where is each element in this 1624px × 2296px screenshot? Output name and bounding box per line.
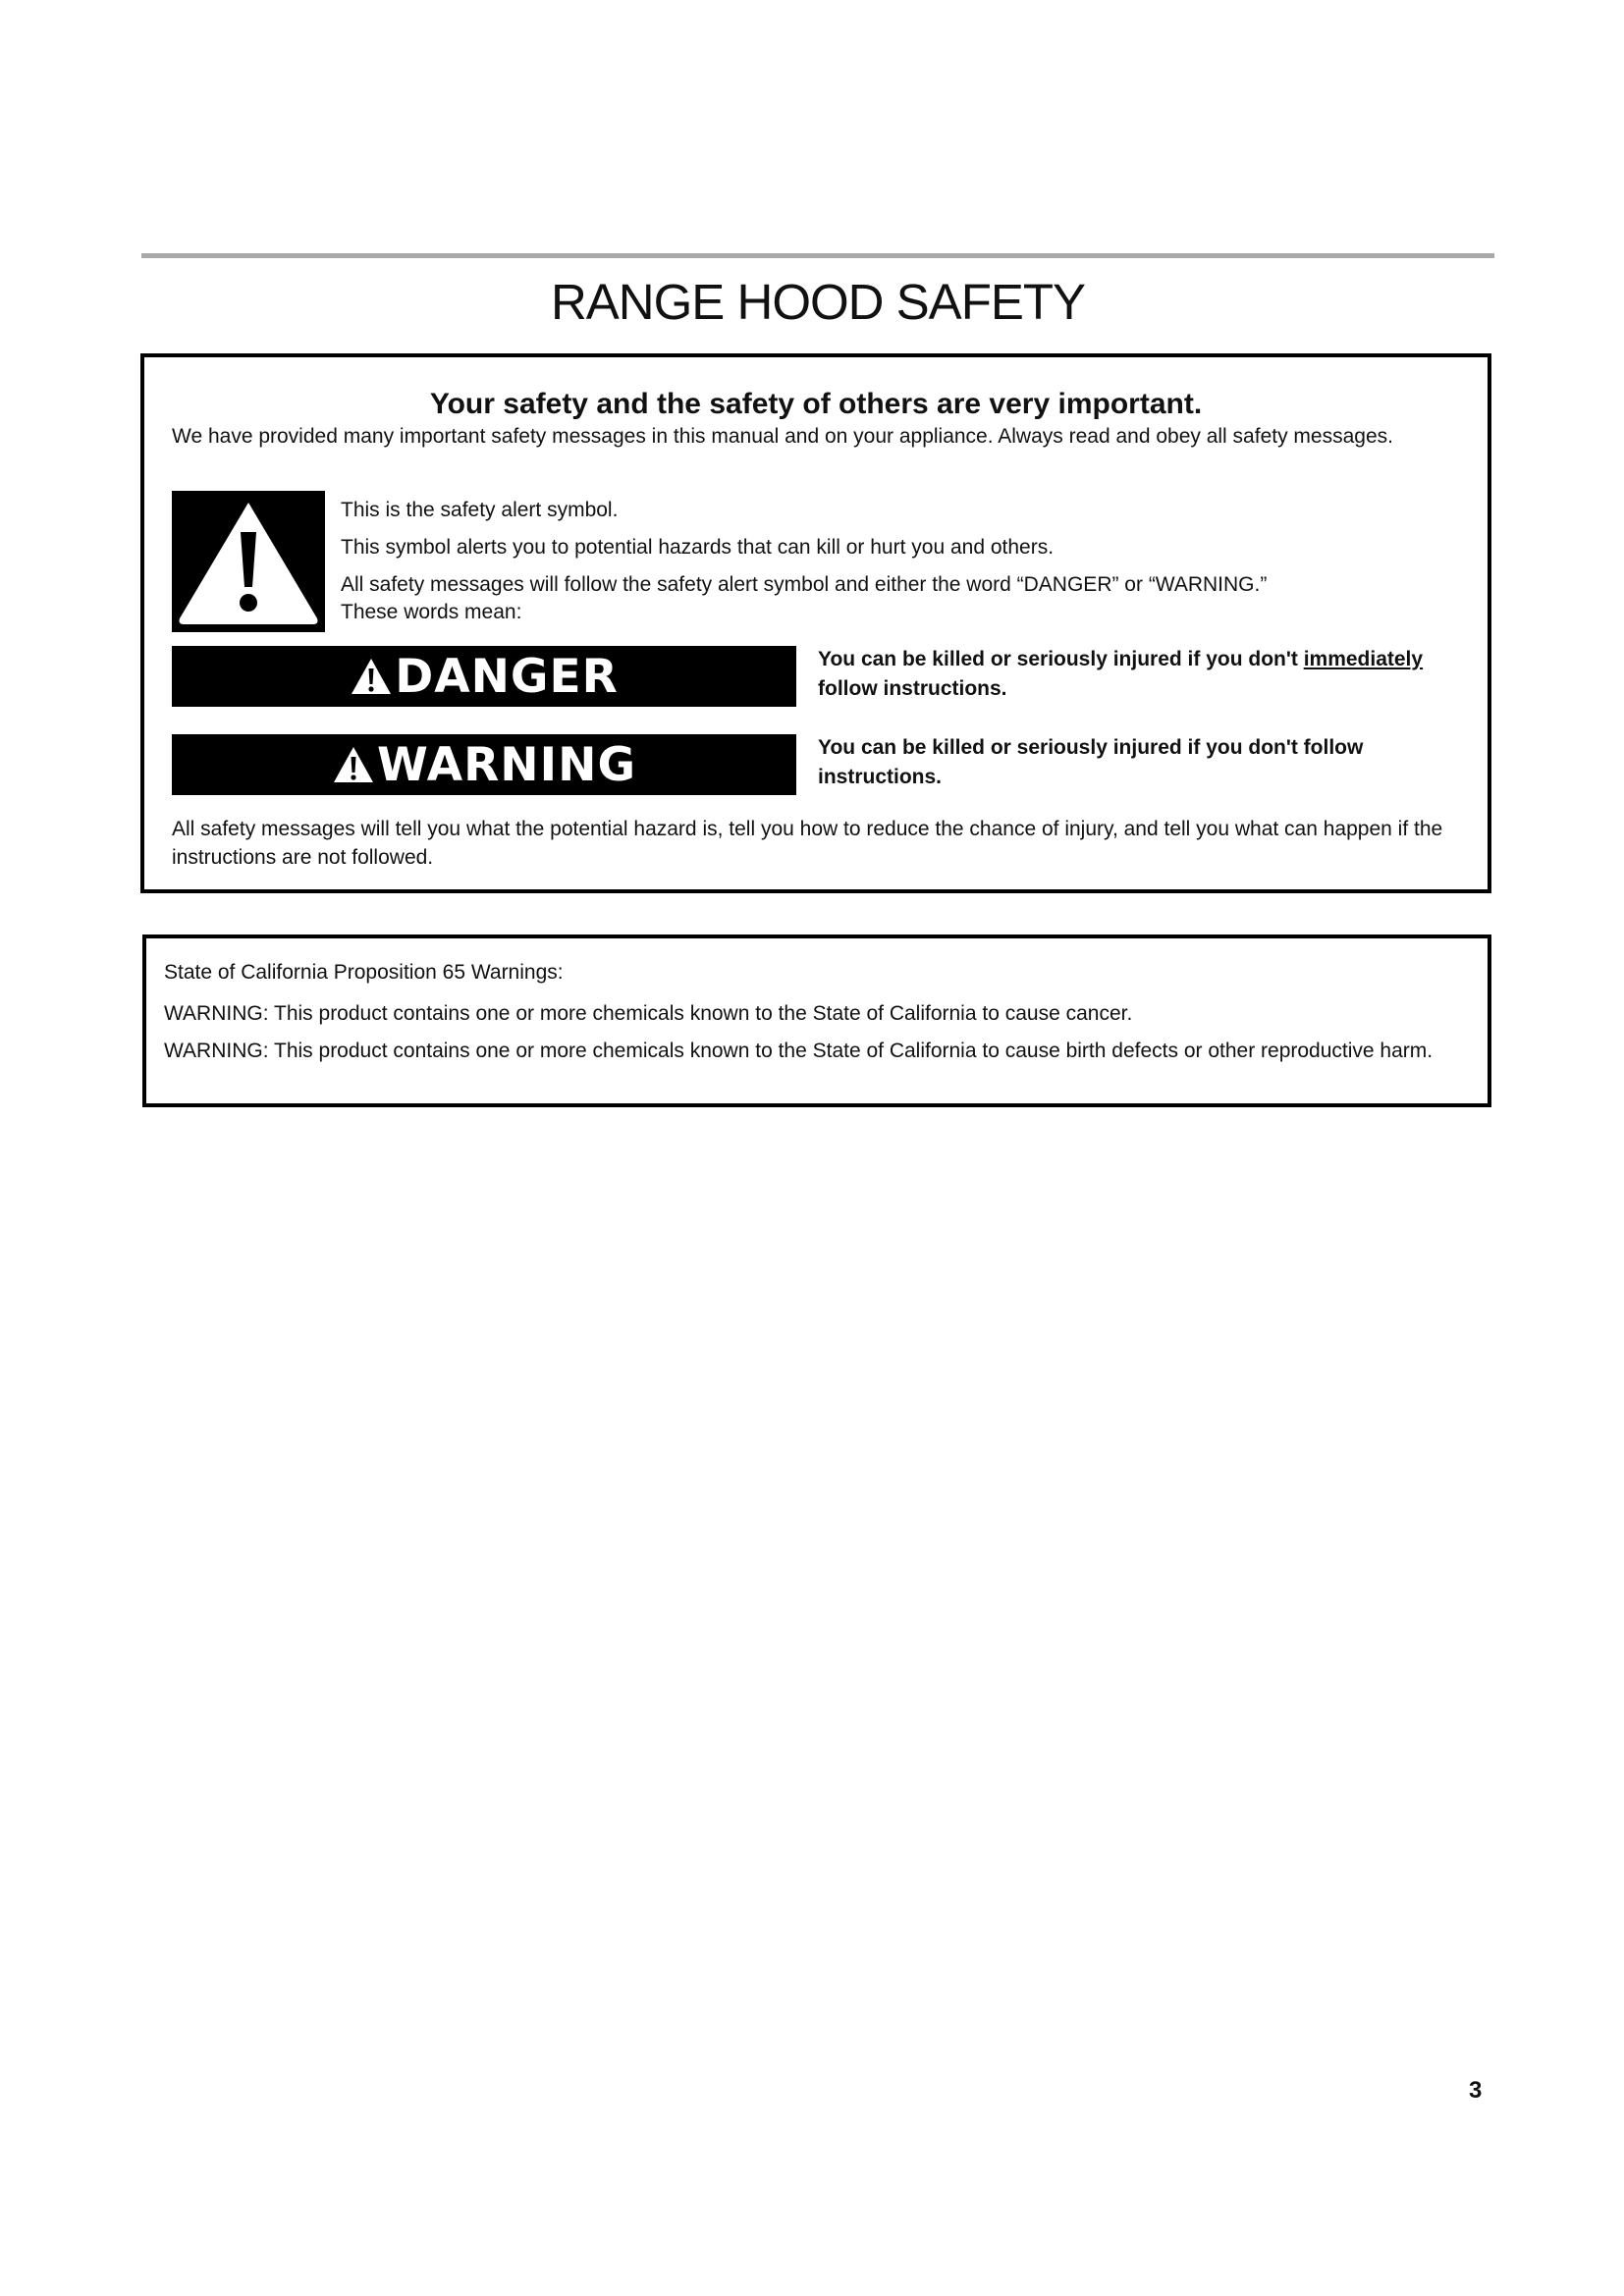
danger-desc-end: follow instructions. — [818, 677, 1007, 700]
danger-description — [818, 645, 1478, 704]
safety-messages-box — [140, 353, 1491, 893]
symbol-line-3: All safety messages will follow the safety alert symbol and either the word “DANGER” or “WARNING.” — [341, 573, 1268, 596]
safety-alert-symbol-icon — [172, 491, 325, 632]
danger-signal-bar — [172, 646, 796, 707]
warning-alert-icon — [332, 745, 375, 784]
symbol-line-2: This symbol alerts you to potential hazards that can kill or hurt you and others. — [341, 536, 1055, 559]
warning-label: WARNING — [376, 737, 637, 792]
warning-signal-bar — [172, 734, 796, 795]
danger-desc-text: You can be killed or seriously injured if you don't — [818, 648, 1304, 670]
page-title: RANGE HOOD SAFETY — [550, 274, 1086, 330]
prop65-warning-reproductive: WARNING: This product contains one or more chemicals known to the State of California to cause birth defects or other reproductive harm. — [164, 1040, 1434, 1062]
header-rule — [141, 253, 1494, 258]
safety-intro: We have provided many important safety messages in this manual and on your appliance. Always read and obey all safety messages. — [172, 425, 1393, 448]
prop65-warning-cancer: WARNING: This product contains one or more chemicals known to the State of California to cause cancer. — [164, 1002, 1133, 1025]
warning-description: You can be killed or seriously injured if you don't follow instructions. — [818, 736, 1364, 788]
danger-label: DANGER — [395, 649, 619, 704]
danger-alert-icon — [350, 657, 393, 696]
page-number: 3 — [1469, 2077, 1483, 2104]
prop65-title: State of California Proposition 65 Warnings: — [164, 961, 564, 984]
symbol-line-4: These words mean: — [341, 601, 522, 623]
safety-closing: All safety messages will tell you what the potential hazard is, tell you how to reduce the chance of injury, and tell you what can happen if the instructions are not followed. — [172, 818, 1443, 869]
safety-heading: Your safety and the safety of others are very important. — [429, 388, 1203, 420]
prop65-box — [142, 934, 1491, 1107]
symbol-line-1: This is the safety alert symbol. — [341, 499, 619, 521]
danger-desc-emphasis: immediately — [1303, 648, 1424, 670]
